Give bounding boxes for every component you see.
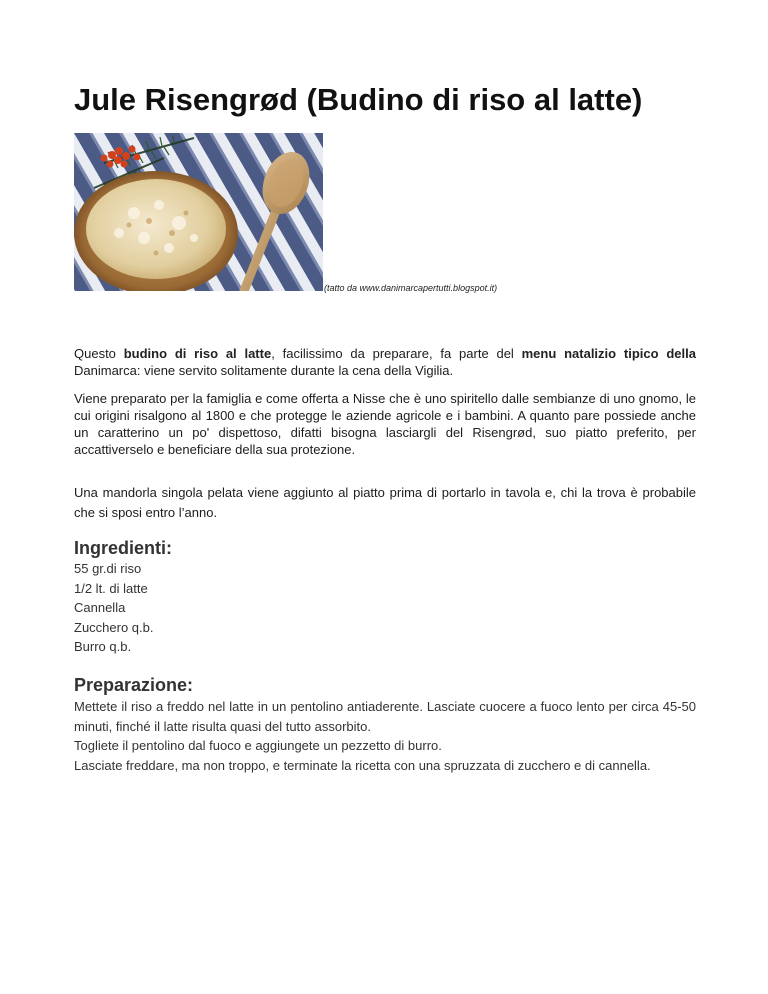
ingredient-item: Cannella: [74, 600, 126, 615]
intro-bold-2: menu natalizio tipico della: [521, 346, 696, 361]
intro-text-2: , facilissimo da preparare, fa parte del: [271, 346, 522, 361]
rice-pudding-photo: [74, 133, 323, 291]
preparation-step: Mettete il riso a freddo nel latte in un pentolino antiaderente. Lasciate cuocere a fuoco lento per circa 45-50 minuti, finché il latte risulta quasi del tutto assorbito.: [74, 699, 696, 734]
ingredients-list: [74, 559, 154, 657]
preparation-steps: [74, 697, 696, 775]
ingredients-heading: Ingredienti:: [74, 538, 172, 558]
ingredient-item: 1/2 lt. di latte: [74, 580, 148, 596]
ingredient-item: Burro q.b.: [74, 639, 132, 654]
intro-text-1: Questo: [74, 346, 124, 361]
image-caption: (tatto da www.danimarcapertutti.blogspot.it): [324, 283, 498, 293]
intro-text-3: Danimarca: viene servito solitamente durante la cena della Vigilia.: [74, 363, 454, 378]
intro-bold-1: budino di riso al latte: [123, 346, 272, 361]
intro-paragraph: [74, 345, 696, 379]
almond-paragraph: Una mandorla singola pelata viene aggiunto al piatto prima di portarlo in tavola e, chi la trova è probabile che si sposi entro l’anno.: [74, 485, 696, 520]
preparation-heading: Preparazione:: [74, 675, 194, 695]
ingredient-item: Zucchero q.b.: [74, 619, 154, 635]
ingredient-item: 55 gr.di riso: [74, 561, 142, 576]
preparation-step: Togliete il pentolino dal fuoco e aggiungete un pezzetto di burro.: [74, 738, 442, 753]
nisse-paragraph: Viene preparato per la famiglia e come offerta a Nisse che è uno spiritello dalle sembianze di uno gnomo, le cui origini risalgono al 1800 e che protegge le aziende agricole e i bambini. A quanto pare possiede anche un caratterino un po' dispettoso, difatti bisogna lasciargli del Risengrød, suo piatto preferito, per accattiverselo e beneficiare della sua protezione.: [74, 391, 696, 457]
preparation-step: Lasciate freddare, ma non troppo, e terminate la ricetta con una spruzzata di zucchero e di cannella.: [74, 757, 651, 773]
page-title: Jule Risengrød (Budino di riso al latte): [74, 82, 643, 117]
